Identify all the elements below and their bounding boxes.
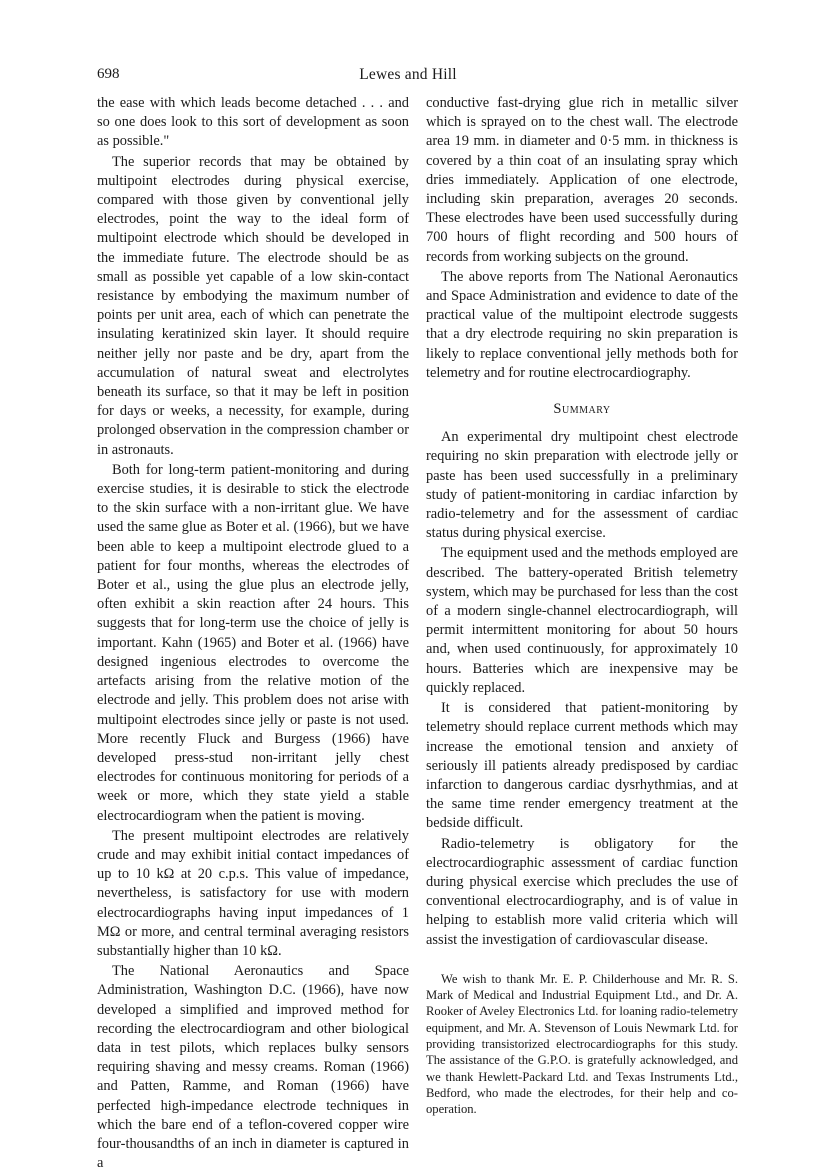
acknowledgements <box>426 971 738 1118</box>
summary-paragraph: Radio-telemetry is obligatory for the electrocardiographic assessment of cardiac function during physical exercise which precludes the use of conventional electrocardiography, and is of value in helping to establish more valid criteria which will assist the investigation of cardiovascular disease. <box>426 835 738 948</box>
body-paragraph: conductive fast-drying glue rich in metallic silver which is sprayed on to the chest wall. The electrode area 19 mm. in diameter and 0·5 mm. in thickness is covered by a thin coat of an insulating spray which dries immediately. Application of one electrode, including skin preparation, averages 20 seconds. These electrodes have been used successfully during 700 hours of flight recording and 500 hours of records from working subjects on the ground. <box>426 95 738 265</box>
running-title: Lewes and Hill <box>359 66 457 83</box>
body-paragraph: The superior records that may be obtained by multipoint electrodes during physical exercise, compared with those given by conventional jelly electrodes, point the way to the ideal form of multipoint electrode which should be developed in the immediate future. The electrode should be as small as possible yet capable of a low skin-contact resistance by embodying the maximum number of points per unit area, each of which can penetrate the insulating keratinized skin layer. It should require neither jelly nor paste and be dry, apart from the accumulation of natural sweat and electrolytes beneath its surface, so that it may be left in position for days or weeks, a necessity, for example, during prolonged observation in the compression chamber or in astronauts. <box>97 153 409 458</box>
page-number: 698 <box>97 66 120 82</box>
summary-paragraph: It is considered that patient-monitoring by telemetry should replace current methods which may increase the emotional tension and anxiety of seriously ill patients already predisposed by cardiac infarction to dangerous cardiac dysrhythmias, and at the same time render emergency treatment at the bedside difficult. <box>426 700 738 832</box>
body-paragraph: The above reports from The National Aeronautics and Space Administration and evidence to date of the practical value of the multipoint electrode suggests that a dry electrode requiring no skin preparation is likely to replace conventional jelly methods both for telemetry and for routine electrocardiography. <box>426 268 738 381</box>
right-column <box>426 94 738 1117</box>
left-column <box>97 94 409 1173</box>
body-paragraph: the ease with which leads become detached . . . and so one does look to this sort of development as soon as possible." <box>97 95 409 150</box>
body-paragraph: Both for long-term patient-monitoring and during exercise studies, it is desirable to stick the electrode to the skin surface with a non-irritant glue. We have used the same glue as Boter et al. (1966), but we have been able to keep a multipoint electrode glued to a patient for four months, whereas the electrodes of Boter et al., using the glue plus an electrode jelly, often exhibit a skin reaction after 24 hours. This suggests that for long-term use the choice of jelly is important. Kahn (1965) and Boter et al. (1966) have designed ingenious electrodes to overcome the artefacts arising from the relative motion of the electrode and jelly. This problem does not arise with multipoint electrodes since jelly or paste is not used. More recently Fluck and Burgess (1966) have developed press-stud non-irritant jelly chest electrodes for continuous monitoring for periods of a week or more, which they state yield a stable electrocardiogram when the patient is moving. <box>97 461 409 824</box>
body-paragraph: The National Aeronautics and Space Administration, Washington D.C. (1966), have now developed a simplified and improved method for recording the electrocardiogram and other biological data in test pilots, which replaces bulky sensors requiring shaving and messy creams. Roman (1966) and Patten, Ramme, and Roman (1966) have perfected high-impedance electrode techniques in which the bare end of a teflon-covered copper wire four-thousandths of an inch in diameter is captured in a <box>97 963 409 1172</box>
acknowledgement-text: We wish to thank Mr. E. P. Childerhouse and Mr. R. S. Mark of Medical and Industrial Equipment Ltd., and Dr. A. Rooker of Aveley Electronics Ltd. for loaning radio-telemetry equipment, and Mr. A. Stevenson of Louis Newmark Ltd. for providing transistorized electrocardiographs for this study. The assistance of the G.P.O. is gratefully acknowledged, and we thank Hewlett-Packard Ltd. and Texas Instruments Ltd., Bedford, who made the electrodes, for their help and co-operation. <box>426 971 738 1117</box>
summary-paragraph: An experimental dry multipoint chest electrode requiring no skin preparation with electrode jelly or paste has been used successfully in a preliminary study of patient-monitoring in cardiac infarction by radio-telemetry and for the assessment of cardiac status during physical exercise. <box>426 429 738 542</box>
body-paragraph: The present multipoint electrodes are relatively crude and may exhibit initial contact impedances of up to 10 kΩ at 20 c.p.s. This value of impedance, nevertheless, is satisfactory for use with modern electrocardiographs having input impedances of 1 MΩ or more, and central terminal averaging resistors substantially higher than 10 kΩ. <box>97 827 409 959</box>
summary-heading: Summary <box>553 401 611 418</box>
summary-paragraph: The equipment used and the methods employed are described. The battery-operated British telemetry system, which may be purchased for less than the cost of a modern single-channel electrocardiograph, will permit intermittent monitoring for about 50 hours and, when used continuously, for approximately 10 hours. Batteries which are inexpensive may be quickly replaced. <box>426 545 738 696</box>
